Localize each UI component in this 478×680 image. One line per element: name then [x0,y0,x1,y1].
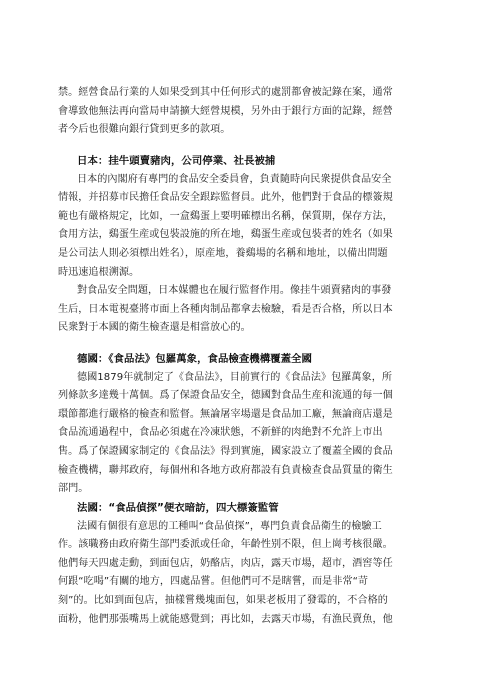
text-line: 時迅速追根溯源。 [58,266,140,278]
text-line: 列條款多達幾十萬個。爲了保證食品安全，德國對食品生産和流通的每一個 [58,390,393,402]
text-line: 日本的內閣府有專門的食品安全委員會，負責隨時向民衆提供食品安全 [77,173,392,185]
text-line: 食品流通過程中，食品必須處在冷凍狀態，不新鮮的肉絶對不允許上市出 [58,427,383,439]
text-line: 他們每天四處走動，到面包店，奶酪店，肉店，露天市場，超市，酒窖等任 [58,557,393,569]
text-line: 作。該職務由政府衛生部門委派或任命，年齡性别不限，但上崗考核很嚴。 [58,539,393,551]
text-line: 民衆對于本國的衛生檢查還是相當放心的。 [58,322,251,334]
text-line: 範也有嚴格規定，比如，一盒鷄蛋上要明確標出名稱，保質期，保存方法， [58,210,393,222]
text-line: 何跟“吃喝”有關的地方，四處品嘗。但他們可不是瞎嘗，而是非常“苛 [58,576,369,588]
section-germany [58,350,418,499]
text-line: 禁。經營食品行業的人如果受到其中任何形式的處罰都會被記錄在案，通常 [58,87,393,98]
text-line: 售。爲了保證國家制定的《食品法》得到實施，國家設立了覆蓋全國的食品 [58,445,393,457]
text-line: 會導致他無法再向當局申請擴大經營規模，另外由于銀行方面的記錄，經營 [58,105,393,117]
text-line: 情報，并招募市民擔任食品安全跟踪監督員。此外，他們對于食品的標簽規 [58,192,393,204]
text-line: 生后，日本電視臺將市面上各種肉制品都拿去檢驗，看是否合格，所以日本 [58,303,393,315]
text-line: 面粉，他們那張嘴馬上就能感覺到；再比如，去露天市場，有漁民賣魚，他 [58,613,393,625]
text-line: 者今后也很難向銀行貸到更多的款項。 [58,124,231,136]
intro-paragraph [58,84,418,140]
text-line: 環節都進行嚴格的檢查和監督。無論屠宰場還是食品加工廠，無論商店還是 [58,408,393,420]
section-heading: 法國：“食品偵探”便衣暗訪，四大標簽監管 [77,502,279,514]
text-line: 食用方法，鷄蛋生産或包裝設施的所在地，鷄蛋生産或包裝者的姓名（如果 [58,229,393,241]
section-japan [58,152,418,338]
section-heading: 德國：《食品法》包羅萬象，食品檢查機構覆蓋全國 [77,353,312,365]
text-line: 德國1879年就制定了《食品法》，目前實行的《食品法》包羅萬象，所 [77,371,393,383]
section-heading: 日本：挂牛頭賣豬肉，公司停業、社長被捕 [77,155,276,167]
text-line: 對食品安全問題，日本媒體也在履行監督作用。像挂牛頭賣豬肉的事發 [77,285,392,297]
text-line: 是公司法人則必須標出姓名），原産地，養鷄場的名稱和地址，以備出問題 [58,247,388,259]
text-line: 法國有個很有意思的工種叫“食品偵探”，專門負責食品衛生的檢驗工 [77,520,382,532]
text-line: 刻”的。比如到面包店，抽樣嘗幾塊面包，如果老板用了發霉的，不合格的 [58,594,388,606]
text-line: 檢查機構，聯邦政府，每個州和各地方政府都設有負責檢查食品質量的衛生 [58,464,393,476]
text-line: 部門。 [58,483,89,495]
section-france [58,499,418,629]
